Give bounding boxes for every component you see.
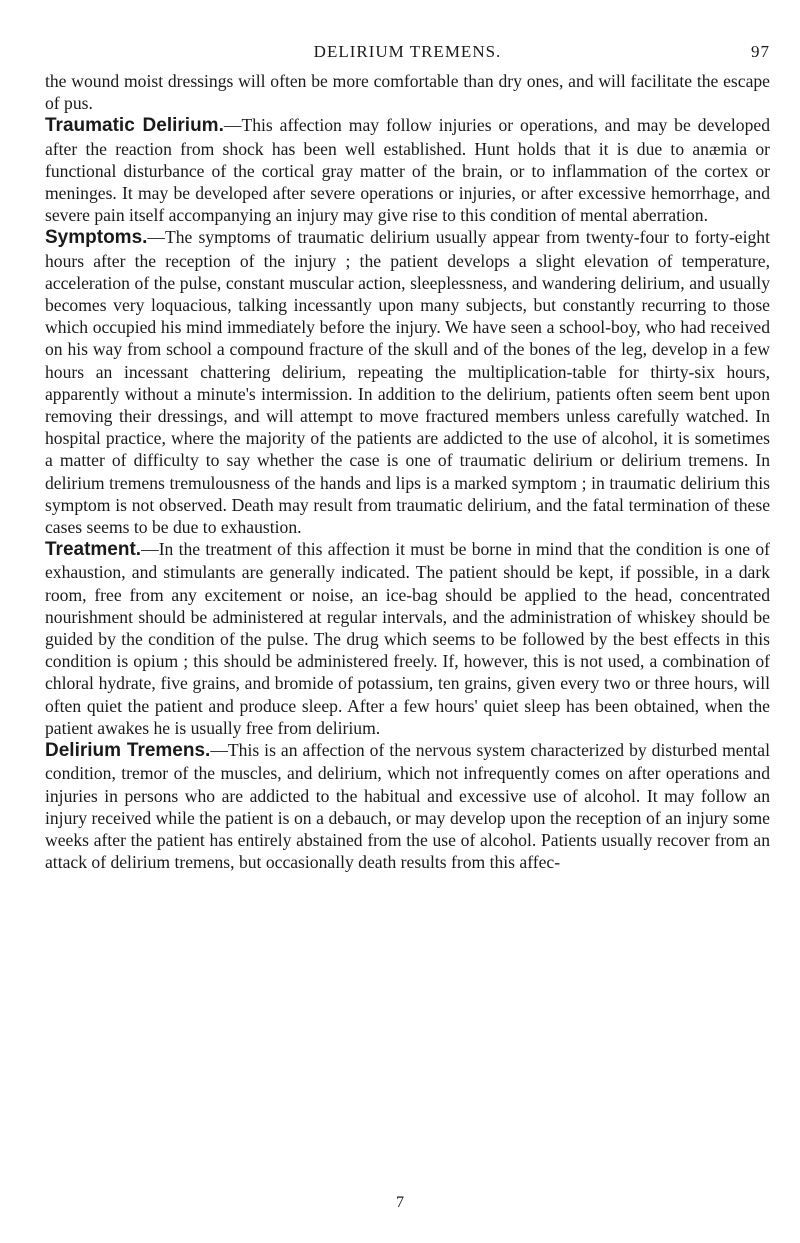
paragraph-text: —This affection may follow injuries or operations, and may be developed after the reaction from shock has been well established. Hunt holds that it is due to anæmia or functional disturbance of the cortical gray matter of the brain, or to inflammation of the cortex or meninges. It may be developed after severe operations or injuries, or after excessive hemorrhage, and severe pain itself accompanying an injury may give rise to this condition of mental aberration. <box>45 115 770 226</box>
running-head <box>45 42 770 70</box>
paragraph-treatment <box>45 538 770 739</box>
paragraph-delirium-tremens <box>45 739 770 873</box>
paragraph-text: —In the treatment of this affection it must be borne in mind that the condition is one of exhaustion, and stimulants are generally indicated. The patient should be kept, if possible, in a dark room, free from any excitement or noise, an ice-bag should be applied to the head, concentrated nourishment should be administered at regular intervals, and the administration of whiskey should be guided by the condition of the pulse. The drug which seems to be followed by the best effects in this condition is opium ; this should be administered freely. If, however, this is not used, a combination of chloral hydrate, five grains, and bromide of potassium, ten grains, given every two or three hours, will often quiet the patient and produce sleep. After a few hours' quiet sleep has been obtained, when the patient awakes he is usually free from delirium. <box>45 539 770 738</box>
paragraph-continuation <box>45 70 770 114</box>
signature-mark: 7 <box>396 1194 404 1211</box>
paragraph-text: —The symptoms of traumatic delirium usually appear from twenty-four to forty-eight hours after the reception of the injury ; the patient develops a slight elevation of temperature, acceleration of the pulse, constant muscular action, sleeplessness, and wandering delirium, and usually becomes very loquacious, talking incessantly upon many subjects, but constantly recurring to those which occupied his mind immediately before the injury. We have seen a school-boy, who had received on his way from school a compound fracture of the skull and of the bones of the leg, develop in a few hours an incessant chattering delirium, repeating the multiplication-table for thirty-six hours, apparently without a minute's intermission. In addition to the delirium, patients often seem bent upon removing their dressings, and will attempt to move fractured members unless carefully watched. In hospital practice, where the majority of the patients are addicted to the use of alcohol, it is sometimes a matter of difficulty to say whether the case is one of traumatic delirium or delirium tremens. In delirium tremens tremulousness of the hands and lips is a marked symptom ; in traumatic delirium this symptom is not observed. Death may result from traumatic delirium, and the fatal termination of these cases seems to be due to exhaustion. <box>45 227 770 538</box>
paragraph-symptoms <box>45 226 770 538</box>
paragraph-traumatic-delirium <box>45 114 770 226</box>
paragraph-text: —This is an affection of the nervous system characterized by disturbed mental condition, tremor of the muscles, and delirium, which not infrequently comes on after operations and injuries in persons who are addicted to the habitual and excessive use of alcohol. It may follow an injury received while the patient is on a debauch, or may develop upon the reception of an injury some weeks after the patient has entirely abstained from the use of alcohol. Patients usually recover from an attack of delirium tremens, but occasionally death results from this affec- <box>45 740 771 873</box>
book-page <box>45 42 770 873</box>
running-head-title: DELIRIUM TREMENS. <box>313 42 502 61</box>
section-heading: Traumatic Delirium. <box>45 115 224 137</box>
page-number: 97 <box>751 42 770 61</box>
paragraph-text: the wound moist dressings will often be more comfortable than dry ones, and will facilitate the escape of pus. <box>45 71 770 114</box>
section-heading: Symptoms. <box>45 227 148 249</box>
section-heading: Delirium Tremens. <box>45 740 211 762</box>
body-text <box>45 70 770 873</box>
section-heading: Treatment. <box>45 539 142 561</box>
